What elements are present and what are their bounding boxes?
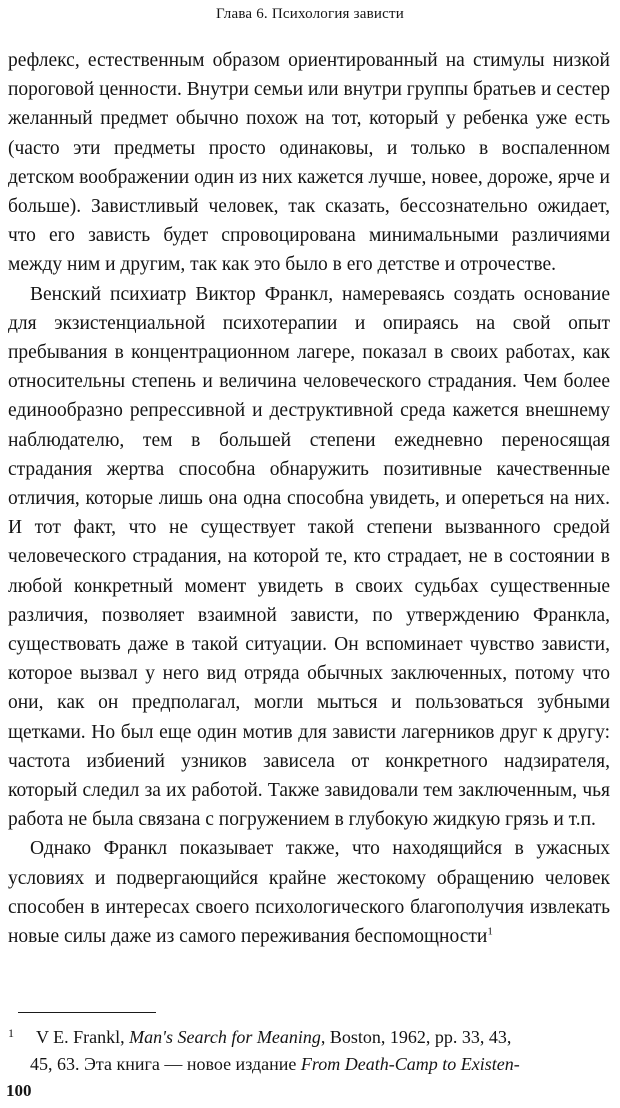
- footnote-number: 1: [8, 1026, 14, 1040]
- footnote-original-title: From Death-Camp to Existen-: [300, 1054, 520, 1074]
- footnote-author: V E. Frankl,: [36, 1027, 130, 1047]
- running-head: Глава 6. Психология зависти: [216, 6, 404, 22]
- body-text: [8, 46, 610, 951]
- footnote-reference[interactable]: 1: [487, 925, 493, 938]
- paragraph-frankl: Венский психиатр Виктор Франкл, намереваясь создать основание для экзистенциальной психотерапии и опираясь на свой опыт пребывания в концентрационном лагере, показал в своих работах, как относительны степень и величина человеческого страдания. Чем более единообразно репрессивной и деструктивной среда кажется внешнему наблюдателю, тем в большей степени ежедневно переносящая страдания жертва способна обнаружить позитивные качественные отличия, которые лишь она одна способна увидеть, и опереться на них. И тот факт, что не существует такой степени вызванного средой человеческого страдания, на которой те, кто страдает, не в состоянии в любой конкретный момент увидеть в своих судьбах существенные различия, позволяет взаимной зависти, по утверждению Франкла, существовать даже в такой ситуации. Он вспоминает чувство зависти, которое вызвал у него вид отряда обычных заключенных, потому что они, как он предполагал, могли мыться и пользоваться зубными щетками. Но был еще один мотив для зависти лагерников друг к другу: частота избиений узников зависела от конкретного надзирателя, который следил за их работой. Также завидовали тем заключенным, чья работа не была связана с погружением в глубокую жидкую грязь и т.п.: [8, 283, 610, 831]
- footnote-line-2: [30, 1051, 610, 1078]
- footnote-book-title: Man's Search for Meaning: [129, 1027, 321, 1047]
- footnote-line-1: [30, 1024, 610, 1051]
- paragraph-continuation: рефлекс, естественным образом ориентированный на стимулы низкой пороговой ценности. Внутри семьи или внутри группы братьев и сестер желанный предмет обычно похож на тот, который у ребенка уже есть (часто эти предметы просто одинаковы, и только в воспаленном детском воображении один из них кажется лучше, новее, дороже, ярче и больше). Завистливый человек, так сказать, бессознательно ожидает, что его зависть будет спровоцирована минимальными различиями между ним и другим, так как это было в его детстве и отрочестве.: [8, 50, 610, 276]
- footnote-divider: [18, 1012, 156, 1013]
- paragraph-helplessness: [8, 834, 610, 951]
- footnote-publication: , Boston, 1962, pp. 33, 43,: [320, 1027, 512, 1047]
- footnote: [8, 1024, 610, 1078]
- page-number: 100: [6, 1081, 32, 1100]
- paragraph-helplessness-text: Однако Франкл показывает также, что находящийся в ужасных условиях и подвергающийся крайне жестокому обращению человек способен в интересах своего психологического благополучия извлекать новые силы даже из самого переживания беспомощности: [8, 838, 610, 948]
- footnote-edition-note: 45, 63. Эта книга — новое издание: [30, 1054, 301, 1074]
